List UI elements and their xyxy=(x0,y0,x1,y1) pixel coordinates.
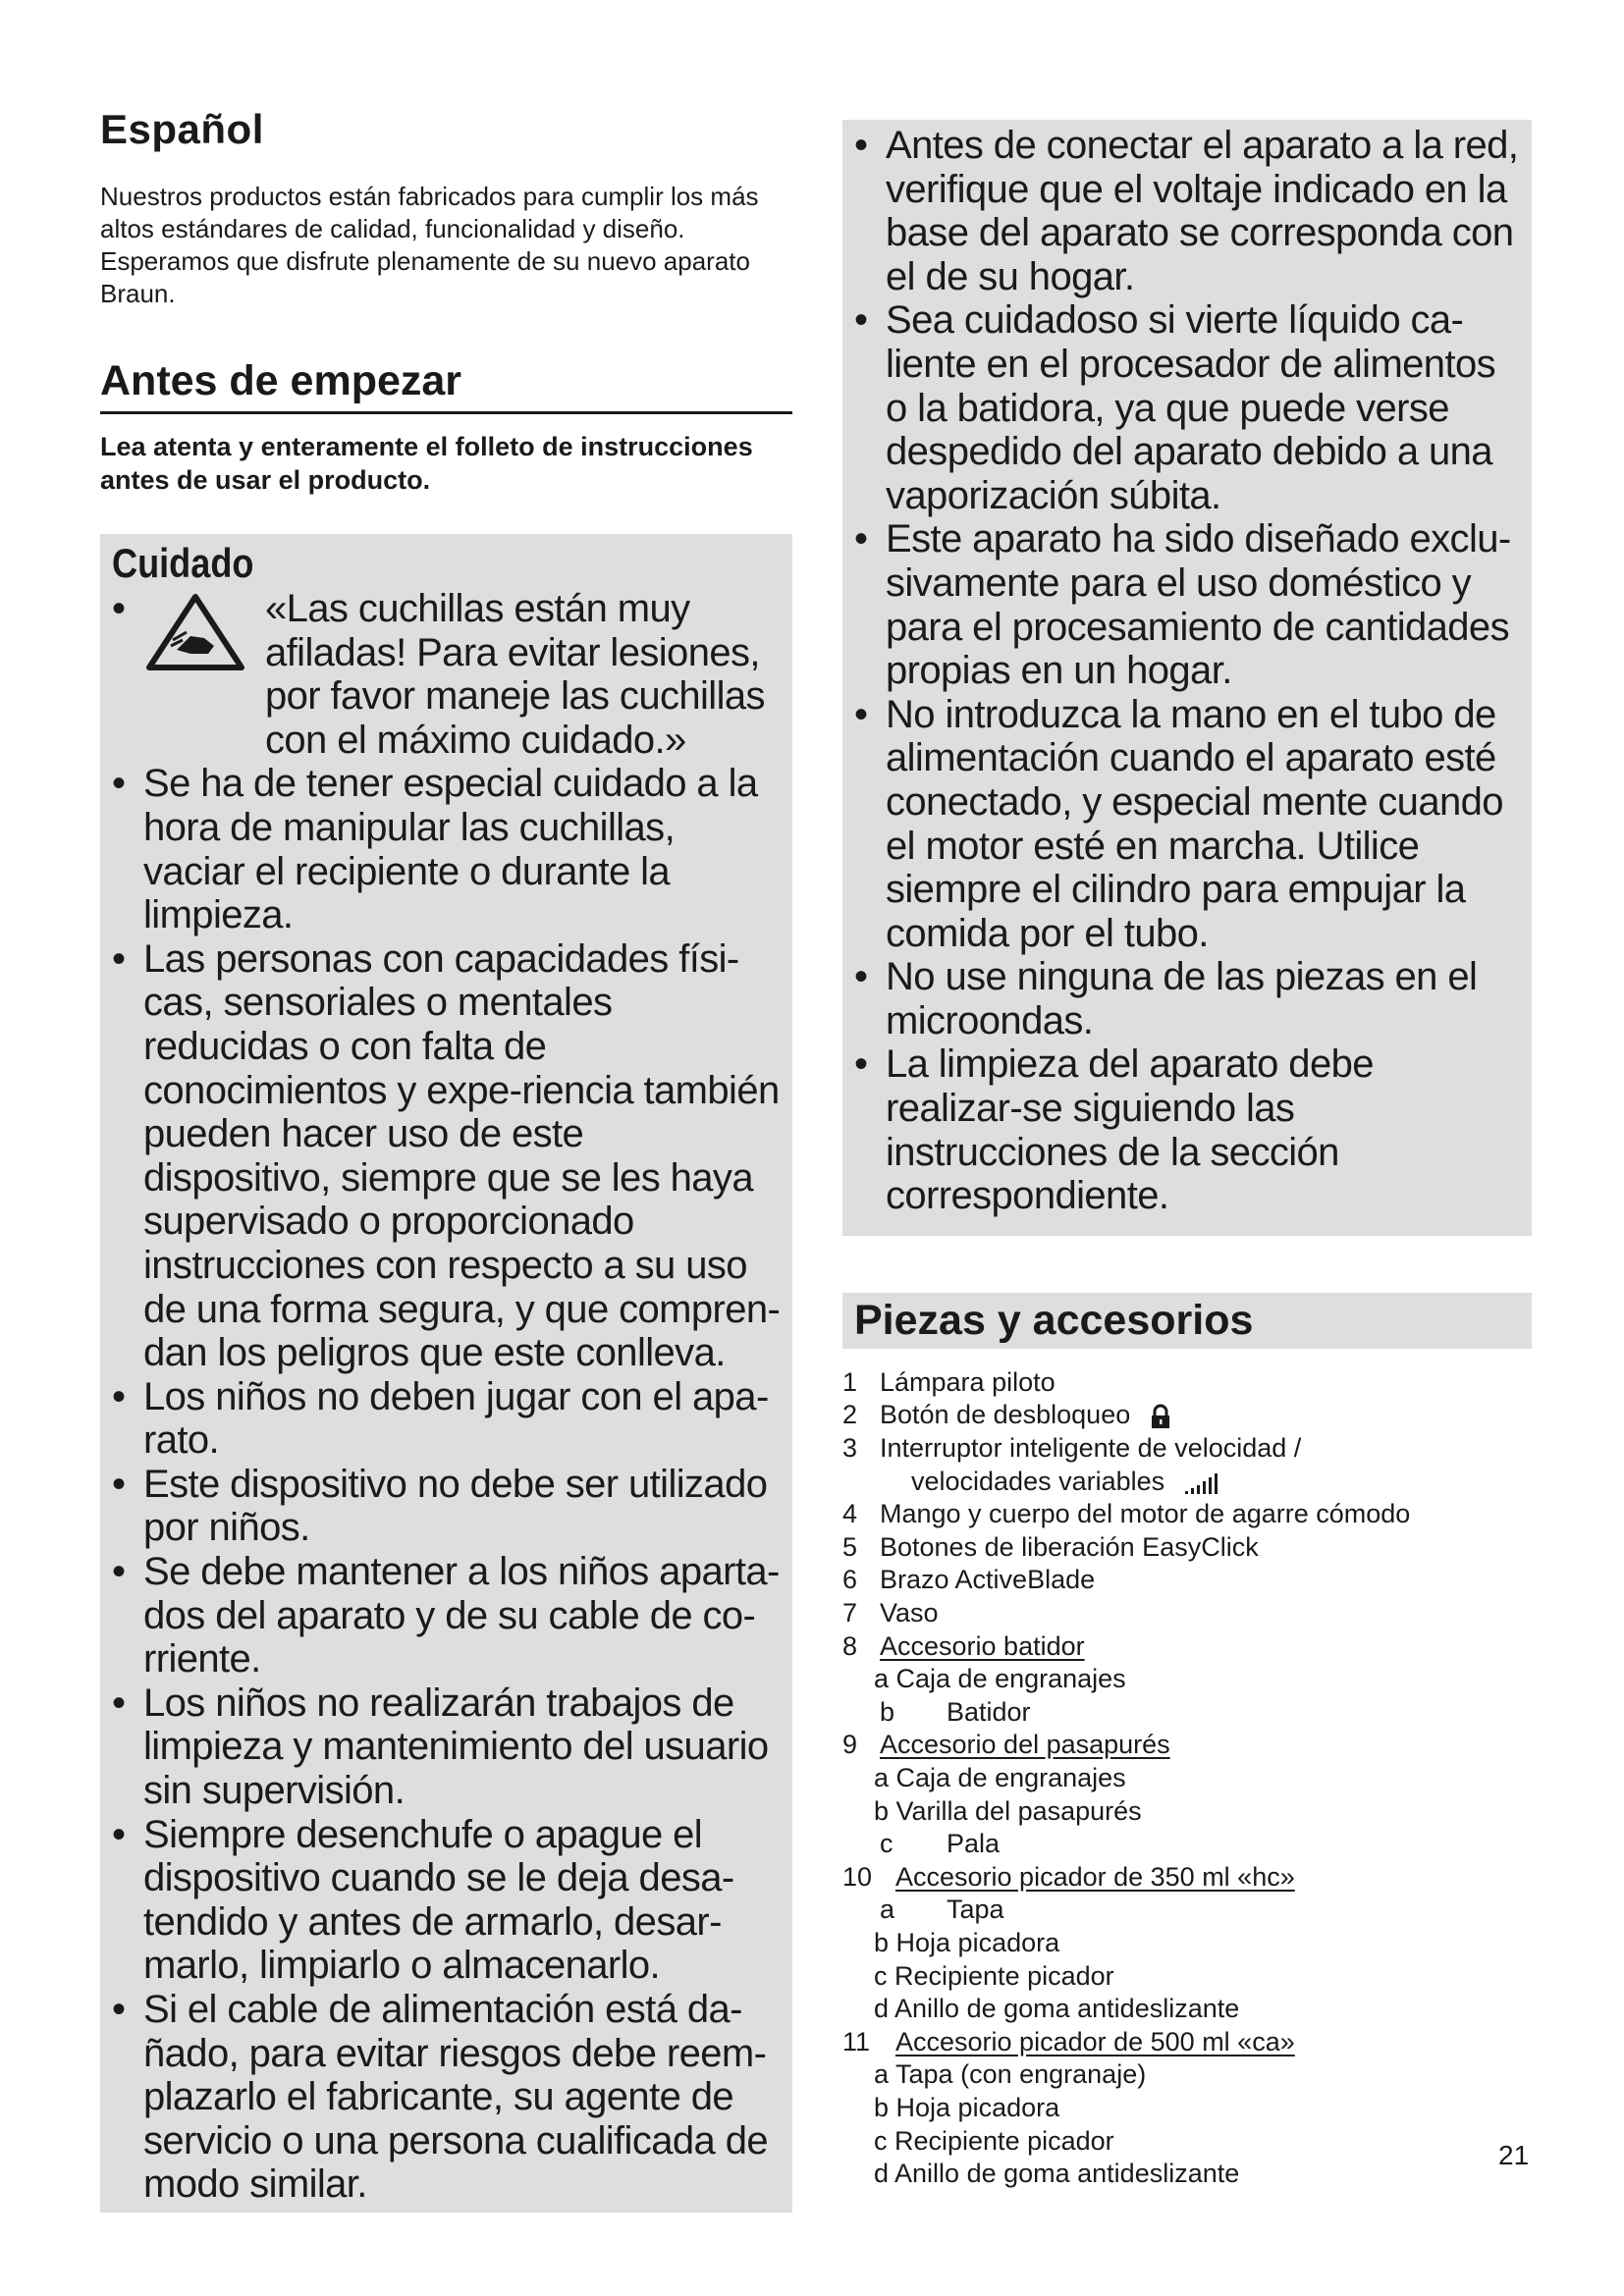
part-item: 4 Mango y cuerpo del motor de agarre cómodo xyxy=(842,1499,1411,1529)
page-number: 21 xyxy=(1498,2140,1530,2170)
caution-item: • Se ha de tener especial cuidado a la hora de manipular las cuchillas, vaciar el recipiente o durante la limpieza. xyxy=(112,762,781,936)
caution-item: • Las personas con capacidades físi-cas, sensoriales o mentales reducidas o con falta de conocimientos y expe-riencia también pueden hacer uso de este dispositivo, siempre que se les haya supervisado o proporcionado instrucciones con respecto a su uso de una forma segura, y que compren-dan los peligros que este conlleva. xyxy=(112,937,781,1375)
part-subitem: d Anillo de goma antideslizante xyxy=(874,2159,1240,2189)
section-title-before-start: Antes de empezar xyxy=(100,357,792,414)
part-subitem: a Caja de engranajes xyxy=(874,1762,1126,1792)
left-column xyxy=(100,106,792,2213)
part-item: 7 Vaso xyxy=(842,1598,939,1628)
caution-warning-item xyxy=(112,587,781,762)
caution-list xyxy=(112,587,781,2207)
part-subitem: c Recipiente picador xyxy=(874,1960,1114,1991)
caution-title: Cuidado xyxy=(112,540,254,586)
caution-item: • Los niños no realizarán trabajos de limpieza y mantenimiento del usuario sin supervisión. xyxy=(112,1682,781,1813)
part-subitem: a Caja de engranajes xyxy=(874,1664,1126,1694)
part-subitem: b Varilla del pasapurés xyxy=(874,1795,1142,1826)
part-item: 10 Accesorio picador de 350 ml «hc» xyxy=(842,1861,1295,1892)
caution-item: • Este aparato ha sido diseñado exclu-sivamente para el uso doméstico y para el procesamiento de cantidades propias en un hogar. xyxy=(854,517,1520,692)
part-subitem: c Recipiente picador xyxy=(874,2125,1114,2156)
caution-item: • Antes de conectar el aparato a la red, verifique que el voltaje indicado en la base del aparato se corresponda con el de su hogar. xyxy=(854,124,1520,298)
part-item: 5 Botones de liberación EasyClick xyxy=(842,1531,1259,1562)
part-item-continued: velocidades variables xyxy=(842,1466,1532,1499)
caution-item: • No introduzca la mano en el tubo de alimentación cuando el aparato esté conectado, y especial mente cuando el motor esté en marcha. Utilice siempre el cilindro para empujar la comida por el tubo. xyxy=(854,693,1520,956)
caution-warning-text: • «Las cuchillas están muy afiladas! Para evitar lesiones, por favor maneje las cuchillas con el máximo cuidado.» xyxy=(265,587,765,762)
part-item: 6 Brazo ActiveBlade xyxy=(842,1565,1096,1595)
caution-continued-box xyxy=(842,120,1532,1236)
part-item: 1 Lámpara piloto xyxy=(842,1366,1056,1397)
caution-item: • No use ninguna de las piezas en el microondas. xyxy=(854,955,1520,1042)
caution-item: • Este dispositivo no debe ser utilizado por niños. xyxy=(112,1463,781,1550)
part-subitem: b Batidor xyxy=(880,1696,1031,1727)
part-subitem: d Anillo de goma antideslizante xyxy=(874,1994,1240,2024)
right-column xyxy=(842,120,1532,2191)
caution-item: • La limpieza del aparato debe realizar-se siguiendo las instrucciones de la sección correspondiente. xyxy=(854,1042,1520,1217)
caution-box xyxy=(100,534,792,2213)
part-subitem: a Tapa (con engranaje) xyxy=(874,2059,1147,2090)
speed-bars-icon xyxy=(1184,1471,1219,1495)
caution-item: • Siempre desenchufe o apague el dispositivo cuando se le deja desa-tendido y antes de armarlo, desar-marlo, limpiarlo o almacenarlo. xyxy=(112,1813,781,1988)
parts-section-title: Piezas y accesorios xyxy=(842,1293,1532,1349)
lock-icon xyxy=(1150,1404,1171,1429)
part-item: 11 Accesorio picador de 500 ml «ca» xyxy=(842,2026,1295,2056)
hand-blade-warning-icon xyxy=(143,591,247,673)
caution-item: • Sea cuidadoso si vierte líquido ca-liente en el procesador de alimentos o la batidora, ya que puede verse despedido del aparato debido a una vaporización súbita. xyxy=(854,298,1520,517)
parts-list xyxy=(842,1366,1532,2191)
intro-paragraph: Nuestros productos están fabricados para cumplir los más altos estándares de calidad, funcionalidad y diseño. Esperamos que disfrute plenamente de su nuevo aparato Braun. xyxy=(100,182,759,308)
part-item: 2 Botón de desbloqueo xyxy=(842,1399,1532,1432)
part-subitem: a Tapa xyxy=(880,1895,1004,1925)
caution-item: • Los niños no deben jugar con el apa-rato. xyxy=(112,1375,781,1463)
language-title: Español xyxy=(100,106,264,152)
part-item: 8 Accesorio batidor xyxy=(842,1630,1085,1661)
part-item: 9 Accesorio del pasapurés xyxy=(842,1730,1170,1760)
caution-item: • Si el cable de alimentación está da-ñado, para evitar riesgos debe reem-plazarlo el fabricante, su agente de servicio o una persona cualificada de modo similar. xyxy=(112,1988,781,2207)
part-subitem: b Hoja picadora xyxy=(874,1927,1060,1957)
read-instructions-note: Lea atenta y enteramente el folleto de instrucciones antes de usar el producto. xyxy=(100,432,753,495)
part-subitem: c Pala xyxy=(880,1829,1001,1859)
caution-continued-list xyxy=(854,124,1520,1218)
part-subitem: b Hoja picadora xyxy=(874,2092,1060,2122)
caution-item: • Se debe mantener a los niños aparta-dos del aparato y de su cable de co-rriente. xyxy=(112,1550,781,1682)
part-item: 3 Interruptor inteligente de velocidad / xyxy=(842,1433,1302,1464)
